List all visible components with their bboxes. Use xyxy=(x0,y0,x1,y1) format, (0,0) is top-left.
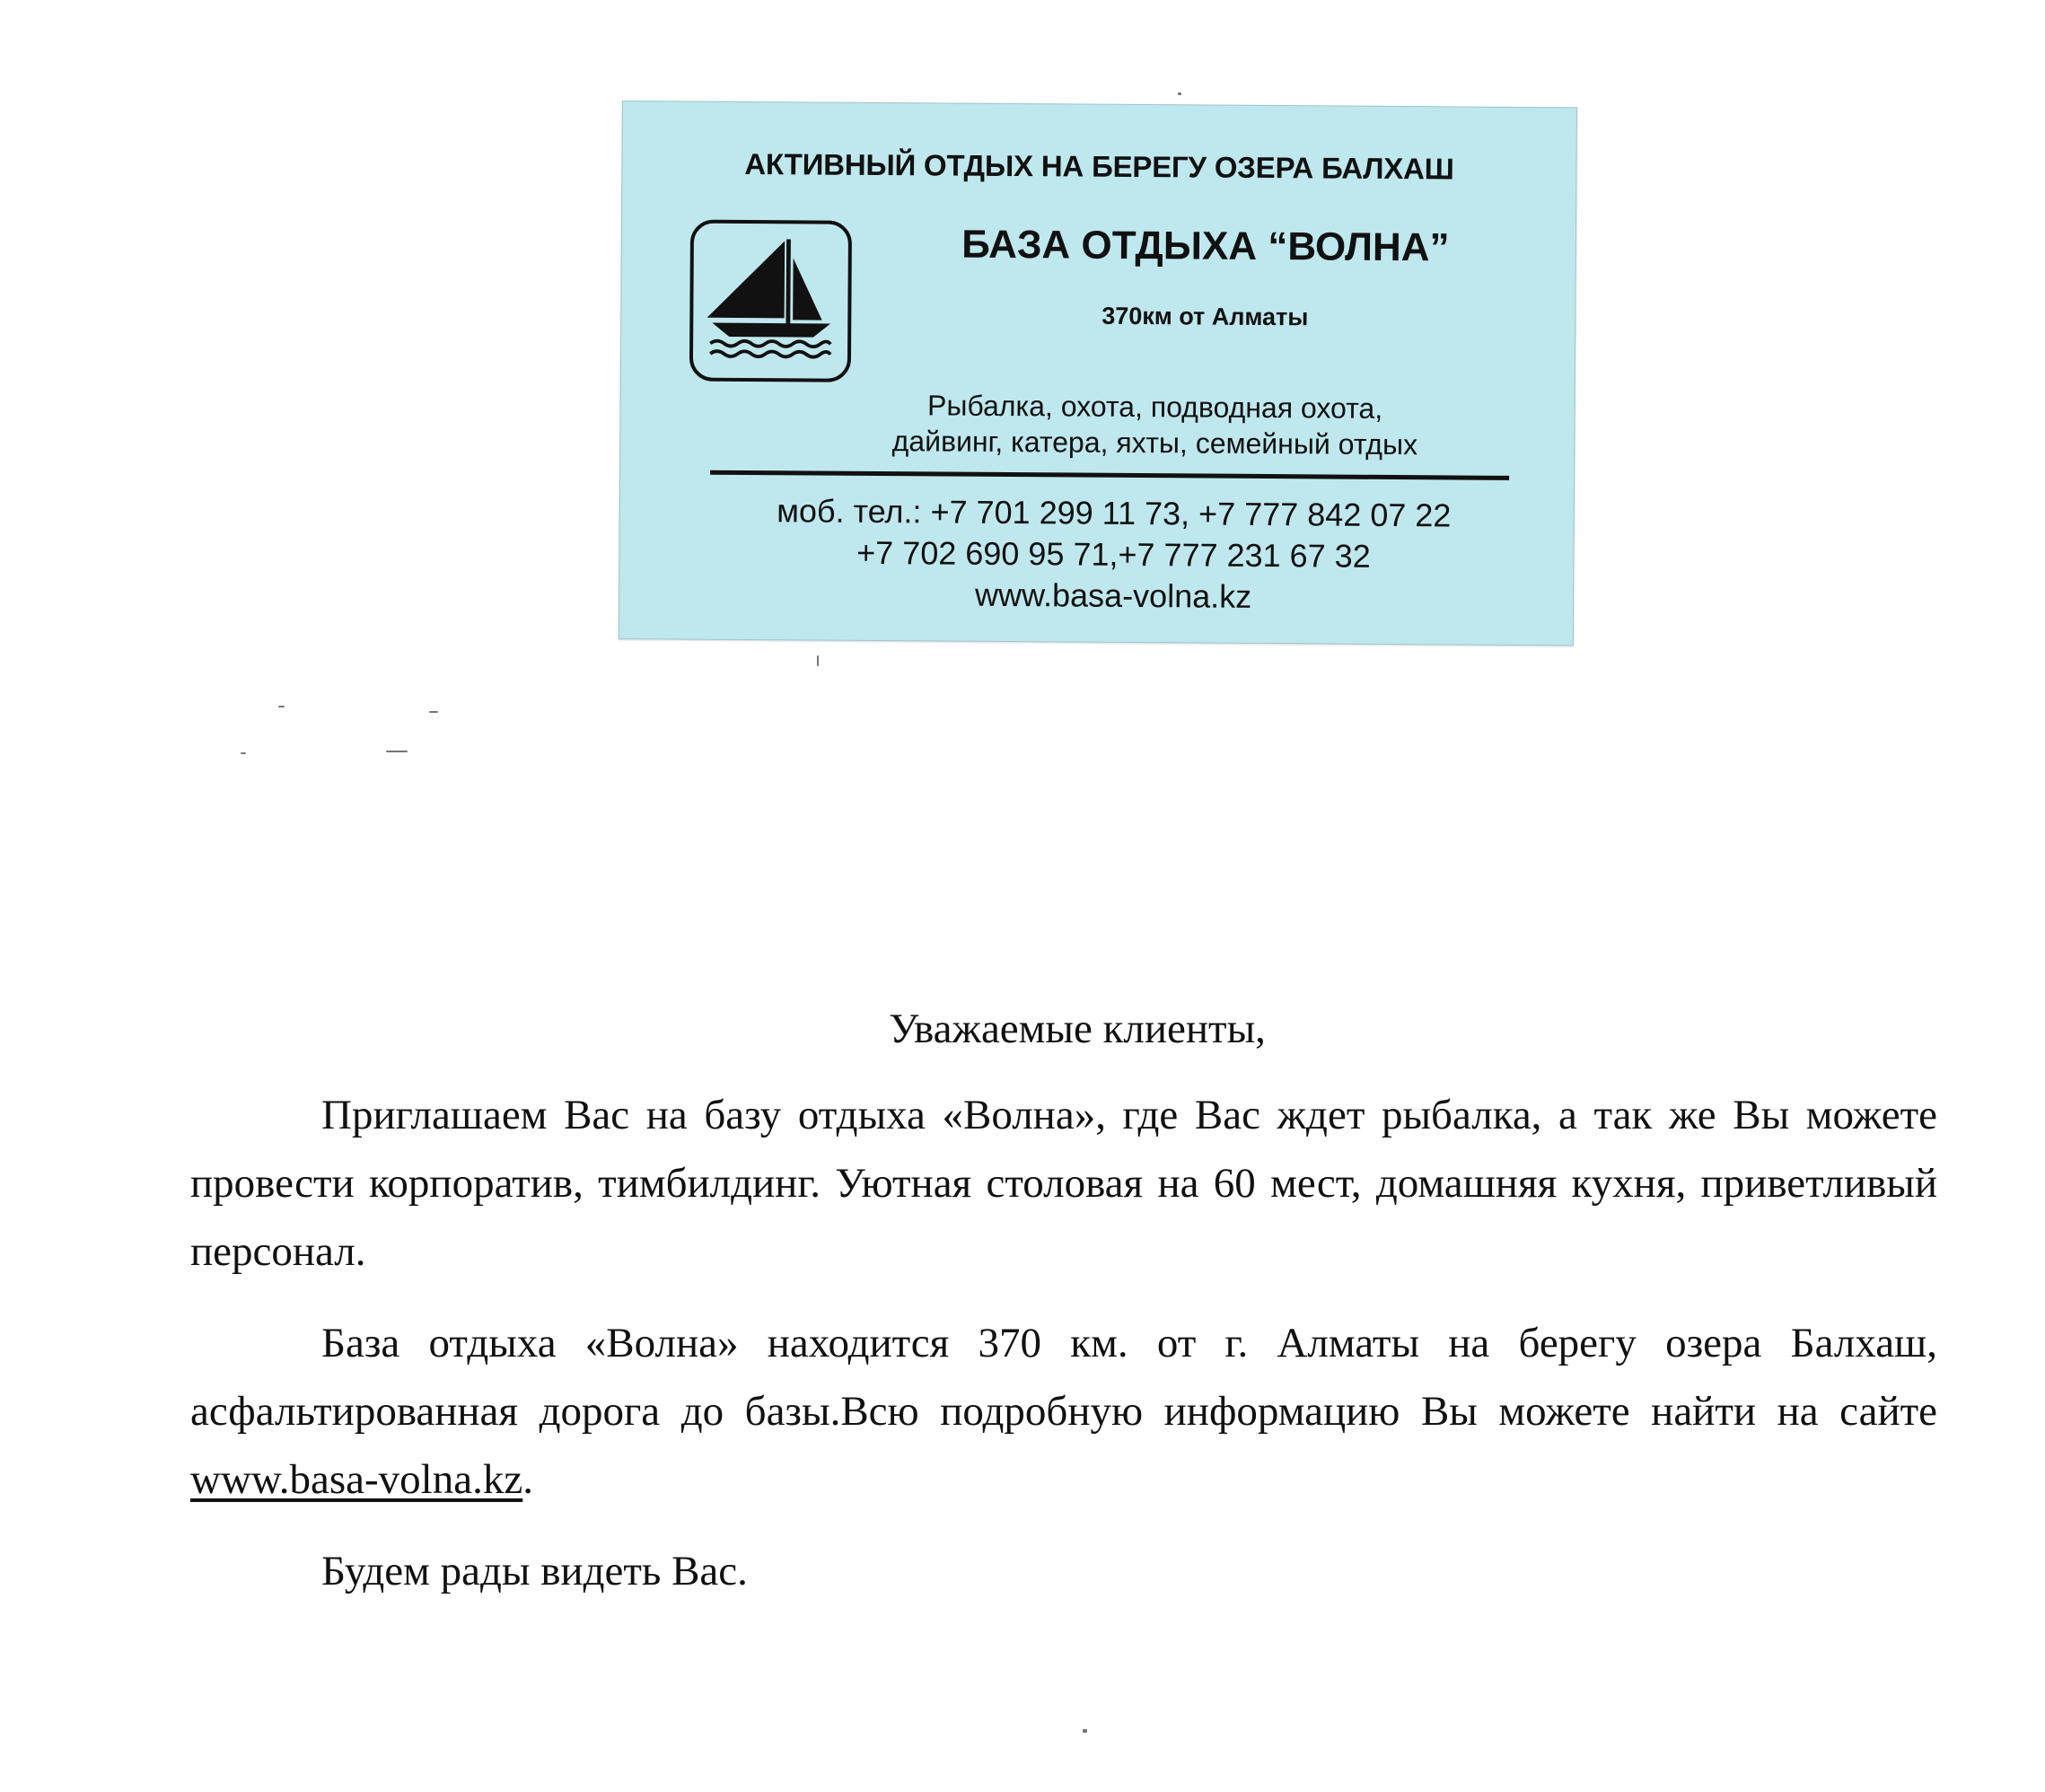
card-contacts xyxy=(709,490,1518,619)
scan-speck xyxy=(386,751,408,752)
scan-speck xyxy=(1178,92,1181,95)
letter-paragraph-2-end: . xyxy=(522,1456,533,1503)
card-phones-line2: +7 702 690 95 71,+7 777 231 67 32 xyxy=(856,533,1371,575)
card-phone-label: моб. тел.: xyxy=(777,492,922,531)
scan-speck xyxy=(817,655,819,666)
card-website: www.basa-volna.kz xyxy=(974,575,1252,615)
card-activities xyxy=(755,386,1555,463)
card-distance: 370км от Алматы xyxy=(1101,302,1309,331)
card-activities-line: дайвинг, катера, яхты, семейный отдых xyxy=(891,425,1418,461)
website-link[interactable]: www.basa-volna.kz xyxy=(190,1456,523,1503)
card-divider xyxy=(710,470,1509,480)
scan-speck xyxy=(241,752,246,754)
card-phones-row xyxy=(710,490,1518,537)
sailboat-icon xyxy=(693,224,848,379)
letter-body xyxy=(190,995,1937,1605)
business-card xyxy=(619,101,1577,646)
letter-salutation: Уважаемые клиенты, xyxy=(889,1006,1266,1052)
card-activities-line: Рыбалка, охота, подводная охота, xyxy=(926,389,1383,425)
card-phones-line1: +7 701 299 11 73, +7 777 842 07 22 xyxy=(930,493,1452,534)
scan-speck xyxy=(278,706,285,707)
letter-paragraph-1: Приглашаем Вас на базу отдыха «Волна», где Вас ждет рыбалка, а так же Вы можете провести корпоратив, тимбилдинг. Уютная столовая на 60 мест, домашняя кухня, приветливый персонал. xyxy=(190,1092,1937,1275)
scan-speck xyxy=(1083,1729,1087,1733)
card-tagline: АКТИВНЫЙ ОТДЫХ НА БЕРЕГУ ОЗЕРА БАЛХАШ xyxy=(744,146,1454,186)
letter-paragraph-2 xyxy=(190,1309,1937,1514)
letter-closing: Будем рады видеть Вас. xyxy=(321,1548,748,1594)
card-company-name: БАЗА ОТДЫХА “ВОЛНА” xyxy=(961,222,1450,270)
card-logo xyxy=(689,220,852,382)
letter-paragraph-2-text: База отдыха «Волна» находится 370 км. от г. Алматы на берегу озера Балхаш, асфальтированная дорога до базы.Всю подробную информацию Вы можете найти на сайте xyxy=(190,1320,1937,1435)
scan-speck xyxy=(429,711,438,713)
